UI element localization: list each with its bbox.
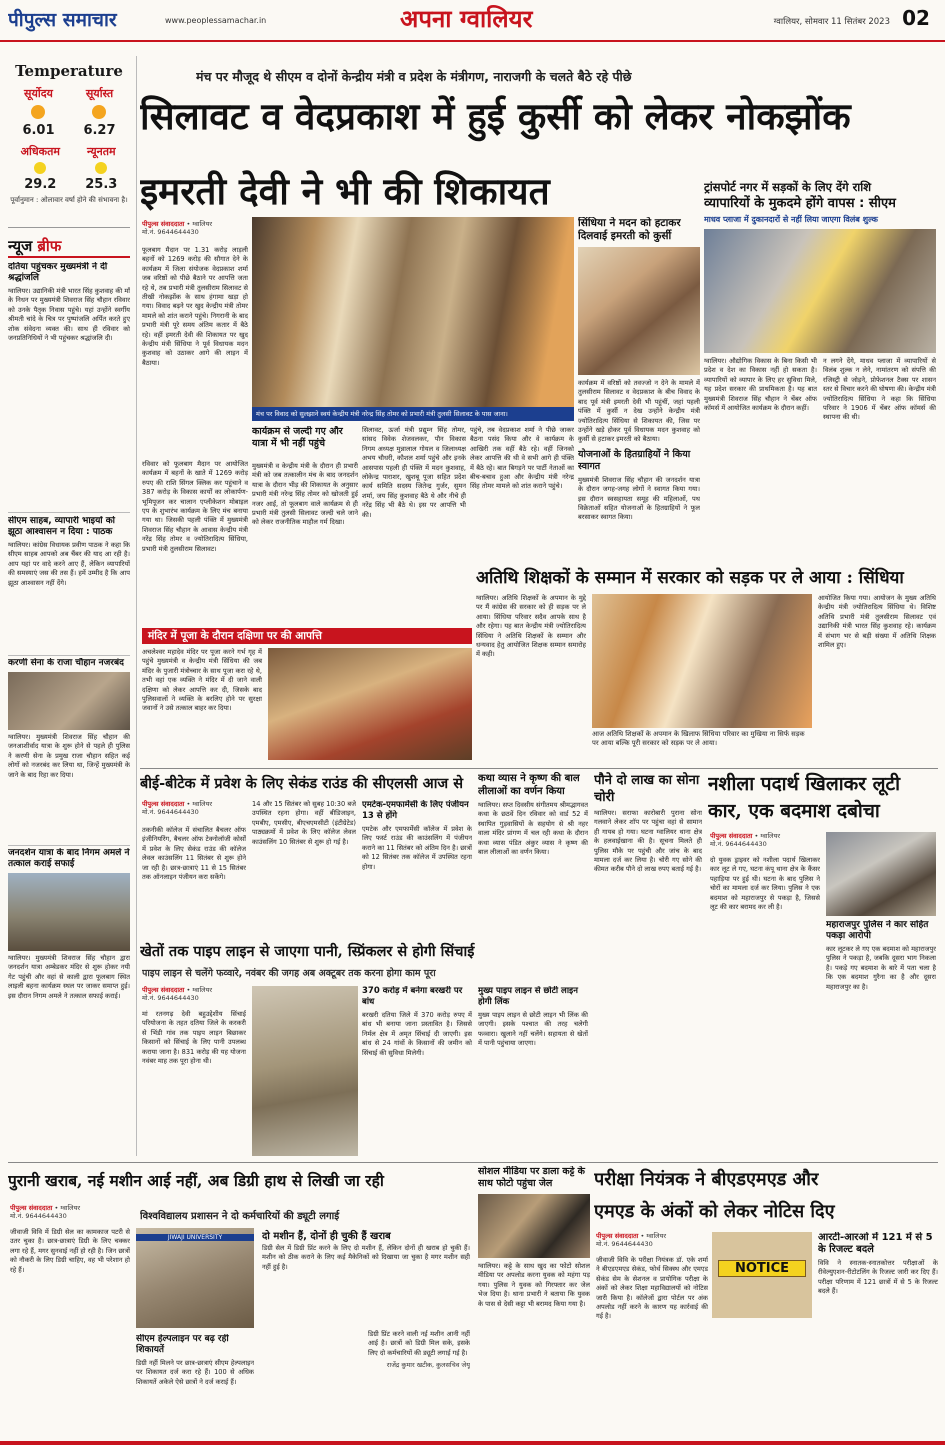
page-number: 02 (902, 6, 930, 30)
water-side-box (362, 986, 472, 1156)
section-title: अपना ग्वालियर (400, 5, 533, 33)
temple-text: अचलेश्वर महादेव मंदिर पर पूजा करने गर्भ गृह में पहुंचे मुख्यमंत्री व केन्द्रीय मंत्री सिंधिया की जब मंदिर के पुजारी मंत्रोच्चार के साथ पूजा करा रहे थे, तभी वहां एक व्यक्ति ने मंदिर में दी जाने वाली दक्षिणा को लेकर आपत्ति कर दी, जिसके बाद पुलिसवालों ने व्यक्ति के बरलिए होने पर सुरक्षा जवानों ने उसे तत्काल बाहर कर दिया। (142, 648, 262, 713)
univ-quote: डिग्री प्रिंट करने वाली नई मशीन आनी नहीं आई है। छात्रों को डिग्री मिल सके, इसके लिए दो कर्मचारियों की ड्यूटी लगाई गई है। (368, 1330, 470, 1357)
brief-item (8, 516, 130, 644)
masthead (0, 0, 945, 42)
brief-item (8, 848, 130, 1158)
social-title: सोशल मीडिया पर डाला कट्टे के साथ फोटो पहुंचा जेल (478, 1166, 585, 1189)
brief-title: सीएम साहब, व्यापारी भाइयों को झूठा आश्वासन न दिया : पाठक (8, 516, 116, 537)
bed-text-2: 14 और 15 सितंबर को सुबह 10:30 बजे उपस्थित रहना होगा। वहीं बीडिजाइन, एमबीए, एमसीए, बीएचएमसीटी (इंटीग्रेटेड) पाठ्यक्रमों में प्रवेश के लिए कॉलेज लेवल काउंसलिंग 10 सितंबर से शुरू हो गई है। (252, 800, 356, 846)
notice-image (712, 1232, 812, 1318)
transport-headline: व्यापारियों के मुकदमे होंगे वापस : सीएम (704, 196, 896, 211)
paper-name: पीपुल्स समाचार (8, 9, 117, 31)
brief-photo (8, 873, 130, 951)
temple-title: मंदिर में पूजा के दौरान दक्षिणा पर की आपत्ति (142, 628, 472, 644)
social-text: ग्वालियर। कट्टे के साथ खुद का फोटो सोशल मीडिया पर अपलोड करना युवक को महंगा पड़ गया। पुलिस ने युवक को गिरफ्तार कर जेल भेज दिया है। थाना प्रभारी ने बताया कि युवक के पास से देसी कट्टा भी बरामद किया गया है। (478, 1262, 590, 1308)
lead-body-3: मुख्यमंत्री व केन्द्रीय मंत्री के दौरान ही प्रभारी मंत्री को जब तत्कालीन मंच के बाद जनदर्शन यात्रा के दौरान भीड़ की शिकायत के अनुसार प्रभारी मंत्री नरेन्द्र सिंह तोमर को खोजती हुई नजर आईं, तो फूलबाग वाले कार्यक्रम से ही प्रभारी मंत्री तुलसी सिलावट जल्दी चले जाने को लेकर राजनीतिक माहौल गर्म दिखा। (252, 462, 358, 527)
gold-title: पौने दो लाख का सोना चोरी (594, 773, 700, 805)
univ-byline: पीपुल्स संवाददाता • ग्वालियर मो.नं. 9644644430 (10, 1204, 81, 1220)
sunset-value: 6.27 (83, 123, 116, 138)
min-temp-value: 25.3 (85, 177, 118, 192)
byline-source: पीपुल्स संवाददाता (142, 986, 185, 994)
lead-subhead: कार्यक्रम से जल्दी गए और यात्रा में भी नहीं पहुंचे (252, 426, 343, 449)
byline-city: ग्वालियर (192, 220, 213, 228)
sunrise-value: 6.01 (22, 123, 55, 138)
divider (8, 1162, 938, 1163)
exam-side-box (818, 1232, 938, 1438)
bed-side-box (362, 800, 472, 936)
univ-cm-title: सीएम हेल्पलाइन पर बढ़ रही शिकायतें (136, 1334, 229, 1355)
byline-mobile: मो.नं. 9644644430 (596, 1240, 653, 1248)
lead-headline-1: सिलावट व वेदप्रकाश में हुई कुर्सी को लेकर नोकझोंक (140, 94, 851, 138)
brief-item (8, 262, 130, 490)
univ-photo-label: JIWAJI UNIVERSITY (136, 1234, 254, 1241)
dateline: ग्वालियर, सोमवार 11 सितंबर 2023 (773, 17, 890, 27)
katha-box (478, 772, 588, 936)
weather-title: Temperature (15, 62, 123, 80)
sunrise-label: सूर्योदय (24, 87, 53, 100)
lead-headline-2: इमरती देवी ने भी की शिकायत (140, 169, 550, 213)
intox-sub: महाराजपुर पुलिस ने कार सहित पकड़ा आरोपी (826, 920, 929, 941)
social-photo (478, 1194, 590, 1258)
byline-city: ग्वालियर (192, 800, 213, 808)
water-side-title: 370 करोड़ में बनेगा बरखरी पर बांध (362, 986, 463, 1007)
brief-photo (8, 672, 130, 730)
lead-byline: पीपुल्स संवाददाता • ग्वालियर मो.नं. 9644644430 (142, 220, 213, 236)
exam-byline: पीपुल्स संवाददाता • ग्वालियर मो.नं. 9644644430 (596, 1232, 667, 1248)
news-brief-title-b: ब्रीफ (37, 237, 62, 255)
lead-photo-caption: मंच पर विवाद को सुलझाने स्वयं केन्द्रीय मंत्री नरेन्द्र सिंह तोमर को प्रभारी मंत्री तुलसी सिलावट के पास जाना। (252, 407, 574, 421)
byline-mobile: मो.नं. 9644644430 (142, 994, 199, 1002)
bed-headline: बीई-बीटेक में प्रवेश के लिए सेकंड राउंड की सीएलसी आज से (140, 775, 464, 792)
lead-photo (252, 217, 574, 407)
divider (8, 845, 130, 846)
imarti-sub-text: मुख्यमंत्री शिवराज सिंह चौहान की जनदर्शन यात्रा के दौरान जगह-जगह लोगों ने स्वागत किया गया। इस दौरान स्वसहायता समूह की महिलाओं, पथ विक्रेताओं सहित योजनाओं के हितग्राहियों ने फूल बरसाकर स्वागत किया। (578, 475, 700, 522)
intox-headline-2: कार, एक बदमाश दबोचा (708, 800, 880, 822)
water-side2-box (478, 986, 588, 1156)
divider (8, 655, 130, 656)
byline-mobile: मो.नं. 9644644430 (142, 228, 199, 236)
byline-source: पीपुल्स संवाददाता (142, 800, 185, 808)
intox-headline-1: नशीला पदार्थ खिलाकर लूटी (708, 773, 900, 795)
transport-sub: माधव प्लाजा में दुकानदारों से नहीं लिया जाएगा विलंब शुल्क (704, 215, 878, 224)
byline-mobile: मो.नं. 9644644430 (10, 1212, 67, 1220)
min-temp-label: न्यूनतम (87, 145, 116, 158)
thermometer-icon (34, 162, 46, 174)
gold-box (594, 772, 702, 1152)
univ-text-2: डिग्री सेल में डिग्री प्रिंट करने के लिए दो मशीन हैं, लेकिन दोनों ही खराब हो चुकी हैं। मशीन को ठीक कराने के लिए कई मैकेनिकों को दिखाया जा चुका है मगर मशीन सही नहीं हुई है। (262, 1244, 470, 1271)
imarti-box (578, 217, 700, 620)
intox-text: दो युवक ड्राइवर को नशीला पदार्थ खिलाकर कार लूट ले गए, घटना कंपू थाना क्षेत्र के कैंसर पहाड़िया पर हुई थी। घटना के बाद पुलिस ने चोरों का मामला दर्ज कर लिया। पुलिस ने एक बदमाश को महाराजपुर से पकड़ा है, जिससे लूट की कार बरामद कर ली है। (710, 856, 820, 912)
imarti-photo (578, 247, 700, 375)
brief-text: ग्वालियर। मुख्यमंत्री शिवराज सिंह चौहान की जनआशीर्वाद यात्रा के शुरू होने से पहले ही पुलिस ने करणी सेना के प्रमुख राजा चौहान सहित कई लोगों को नजरबंद कर लिया था, जिन्हें मुख्यमंत्री के जाने के बाद रिहा कर दिया। (8, 733, 130, 779)
gold-text: ग्वालियर। सराफा कारोबारी पुराना सोना गलवाने लेकर शॉप पर पहुंचा वहां से सामान ही गायब हो गया। घटना ग्वालियर थाना क्षेत्र के हलवाईखाना की है। सूचना मिलते ही पुलिस मौके पर पहुंची और जांच के बाद मामला दर्ज कर लिया है। चोरी गए सोने की कीमत करीब पौने दो लाख रुपए बताई गई है। (594, 809, 702, 874)
univ-headline: पुरानी खराब, नई मशीन आई नहीं, अब डिग्री हाथ से लिखी जा रही (8, 1171, 384, 1190)
weather-box (8, 58, 130, 228)
brief-text: ग्वालियर। उद्यानिकी मंत्री भारत सिंह कुशवाह की माँ के निधन पर मुख्यमंत्री शिवराज सिंह चौहान रविवार को उनके पैतृक निवास पहुंचे। यहां उन्होंने स्वर्गीय श्रीमती चांदे के चित्र पर पुष्पांजलि अर्पित करते हुए शोक संवेदना व्यक्त की। साथ ही रविवार को जनप्रतिनिधियों ने भी पहुंचकर श्रद्धांजलि दी। (8, 287, 130, 343)
intox-byline: पीपुल्स संवाददाता • ग्वालियर मो.नं. 9644644430 (710, 832, 781, 848)
water-side2-text: मुख्य पाइप लाइन से छोटी लाइन भी लिंक की जाएगी। इसके पश्चात की तरह चलेगी फव्वारा। खुलाने नहीं चलेंगे। सहायता से खेतों में पानी पहुंचाया जाएगा। (478, 1011, 588, 1048)
water-byline: पीपुल्स संवाददाता • ग्वालियर मो.नं. 9644644430 (142, 986, 213, 1002)
imarti-text: कार्यक्रम में वरिष्ठों को तवज्जो न देने के मामले में तुलसीराम सिलावट व वेदप्रकाश के बीच विवाद के बाद पूर्व मंत्री इमरती देवी भी पहुंचीं, जहां पहली पंक्ति में कुर्सी न देख उन्होंने केन्द्रीय मंत्री ज्योतिरादित्य सिंधिया से शिकायत की, जिस पर उन्होंने खड़े होकर पूर्व विधायक मदन कुशवाह को कुर्सी से हटाकर इमरती को बैठाया। (578, 379, 700, 444)
exam-text: जीवाजी विवि के परीक्षा नियंत्रक डॉ. एके शर्मा ने बीएडएमएड सेकंड, फोर्थ सिक्स्थ और एमएड सेकंड सेम के सेशनल व प्रायोगिक परीक्षा के अंकों को लेकर शिक्षा महाविद्यालयों को नोटिस जारी किया है। कॉलेजों द्वारा पोर्टल पर अंक अपलोड नहीं करने के कारण यह कार्रवाई की गई है। (596, 1256, 708, 1321)
sun-icon (92, 105, 106, 119)
paper-logo (8, 6, 158, 32)
exam-side-title: आरटी-आरओ में 121 में से 5 के रिजल्ट बदले (818, 1232, 933, 1255)
lead-body-1: फूलबाग मैदान पर 1.31 करोड़ लाड़ली बहनों को 1269 करोड़ की सौगात देने के कार्यक्रम में जिला संयोजक वेदप्रकाश शर्मा जब वरिष्ठों को पीछे बैठाने पर आपत्ति जता रहे थे, तब प्रभारी मंत्री तुलसीराम सिलावट से तीखी नोकझोंक के साथ हंगामा खड़ा हो गया। विवाद बढ़ने पर खुद केन्द्रीय मंत्री तोमर मामले को शांत कराने पहुंचे। निगरानी के बाद प्रभारी मंत्री पूरे समय अंतिम कतार में बैठे रहे। वहीं इमरती देवी की शिकायत पर खुद केन्द्रीय मंत्री सिंधिया ने पूर्व विधायक मदन कुशवाह को उठाकर आगे की लाइन में बैठाया। (142, 246, 248, 367)
byline-mobile: मो.नं. 9644644430 (142, 808, 199, 816)
lead-kicker: मंच पर मौजूद थे सीएम व दोनों केन्द्रीय मंत्री व प्रदेश के मंत्रीगण, नाराजगी के चलते बैठे रहे पीछे (196, 69, 632, 84)
brief-title: दतिया पहुंचकर मुख्यमंत्री ने दी श्रद्धांजलि (8, 262, 108, 283)
katha-text: ग्वालियर। सप्त दिवसीय संगीतमय श्रीमद्भागवत कथा के छठवें दिन रविवार को वार्ड 52 में स्थापित गुड़वासियों के सहयोग से श्री नहर वाला मंदिर प्रांगण में चल रही कथा के दौरान कथा व्यास पंडित अंकुर व्यास ने कृष्ण की बाल लीलाओं का वर्णन किया। (478, 801, 588, 857)
sun-icon (31, 105, 45, 119)
guest-text-2: आयोजित किया गया। आयोजन के मुख्य अतिथि केन्द्रीय मंत्री ज्योतिरादित्य सिंधिया थे। विशिष्ट अतिथि प्रभारी मंत्री तुलसीराम सिलावट एवं उद्यानिकी मंत्री भारत सिंह कुशवाह रहे। कार्यक्रम में संभाग भर से बड़ी संख्या में अतिथि शिक्षक शामिल हुए। (818, 594, 936, 650)
transport-text-2: न लगने देंगे, माधव प्लाजा में व्यापारियों से विलंब शुल्क न लेने, नामांतरण को संपत्ति की रजिस्ट्री से जोड़ने, प्रोफेशनल टैक्स पर शासन स्तर से विचार करने की घोषणा की। केन्द्रीय मंत्री ज्योतिरादित्य सिंधिया ने कहा कि सिंधिया परिवार ने 1906 में चेंबर ऑफ कॉमर्स की स्थापना की थी। (823, 357, 936, 422)
byline-city: ग्वालियर (760, 832, 781, 840)
univ-sub: दो मशीन हैं, दोनों ही चुकी हैं खराब (262, 1231, 391, 1242)
lead-body-2: रविवार को फूलबाग मैदान पर आयोजित कार्यक्रम में बहनों के खाते में 1269 करोड़ रुपए की राशि सिंगल क्लिक कर पहुंचाने व 387 करोड़ के विकास कार्यों का लोकार्पण-भूमिपूजन कर चालान एप्लीकेशन मोबाइल एप के शुभारंभ कार्यक्रम के लिए मंच बनाया गया था। जिसकी पहली पंक्ति में मुख्यमंत्री शिवराज सिंह चौहान के आवास केन्द्रीय मंत्री नरेंद्र सिंह तोमर व ज्योतिरादित्य सिंधिया, प्रभारी मंत्री तुलसीराम सिलावट। (142, 460, 248, 553)
bed-side-title: एमटेक-एमफार्मेसी के लिए पंजीयन 13 से होंगे (362, 800, 469, 821)
social-box (478, 1166, 590, 1440)
notice-word: NOTICE (718, 1260, 806, 1277)
water-photo (252, 986, 358, 1156)
bottom-rule (0, 1441, 945, 1445)
transport-kicker: ट्रांसपोर्ट नगर में सड़कों के लिए देंगे राशि (704, 180, 872, 194)
temple-box (142, 628, 472, 766)
exam-side-text: विवि ने स्नातक-स्नातकोत्तर परीक्षाओं के रीवेल्युएशन-रीटोटलिंग के रिजल्ट जारी कर दिए हैं। परीक्षा परिणाम में 121 छात्रों में से 5 के रिजल्ट बदले हैं। (818, 1259, 938, 1296)
brief-title: करणी सेना के राजा चौहान नजरबंद (8, 658, 124, 668)
water-side-text: बरखरी दतिया जिले में 370 करोड़ रुपए में बांध भी बनाया जाना प्रस्तावित है। जिससे निर्मल क्षेत्र में अमृत सिंचाई दी जाएगी। इस बांध से 24 गांवों के किसानों की जमीन को सिंचाई की सुविधा मिलेगी। (362, 1011, 472, 1057)
column-divider (136, 56, 137, 1156)
intox-photo (826, 832, 936, 916)
bed-byline: पीपुल्स संवाददाता • ग्वालियर मो.नं. 9644644430 (142, 800, 213, 816)
news-brief-title-a: न्यूज (8, 237, 33, 255)
byline-city: ग्वालियर (60, 1204, 81, 1212)
univ-cm-text: डिग्री नहीं मिलने पर छात्र-छात्राएं सीएम हेल्पलाइन पर शिकायत दर्ज करा रहे हैं। 100 से अधिक शिकायतें अकेले ऐसे छात्रों ने दर्ज कराई हैं। (136, 1359, 254, 1386)
byline-source: पीपुल्स संवाददाता (142, 220, 185, 228)
imarti-sub: योजनाओं के हितग्राहियों ने किया स्वागत (578, 448, 691, 472)
katha-title: कथा व्यास ने कृष्ण की बाल लीलाओं का वर्णन किया (478, 773, 580, 797)
brief-text: ग्वालियर। मुख्यमंत्री शिवराज सिंह चौहान द्वारा जनदर्शन यात्रा अम्बेडकर मंदिर से शुरू होकर नयी गेट पहुंची और वहां से काली द्वारा फूलबाग स्थित लाइली बहना कार्यक्रम स्थल पर जाकर समाप्त हुई। इस दौरान निगम अमले ने तत्काल सफाई कराई। (8, 954, 130, 1000)
guest-headline: अतिथि शिक्षकों के सम्मान में सरकार को सड़क पर ले आया : सिंधिया (476, 568, 904, 588)
water-sub: पाइप लाइन से चलेंगे फव्वारे, नवंबर की जगह अब अक्टूबर तक करना होगा काम पूरा (142, 968, 436, 979)
divider (8, 512, 130, 513)
lead-body-4: सिलावट, ऊर्जा मंत्री प्रद्युम्न सिंह तोमर, सांसद विवेक शेजवलकर, पौन विकास निगम अध्यक्ष मुन्नालाल गोयल व जिलाध्यक्ष अभय चौधरी, कौशल शर्मा पहुंचे और इनके आसपास पहली ही पंक्ति में मदन कुशवाह, लोकेन्द्र पाराशर, खुशबू पूजा सहित प्रदेश कार्य समिति सदस्य जितेन्द्र गुर्जर, सुमन शर्मा, जय सिंह कुशवाह बैठे थे और नीचे ही नरेंद्र सिंह भी बैठे थे। इस पर आपत्ति भी की। (362, 426, 466, 519)
imarti-title: सिंधिया ने मदन को हटाकर दिलवाई इमरती को कुर्सी (578, 217, 681, 242)
byline-source: पीपुल्स संवाददाता (596, 1232, 639, 1240)
byline-source: पीपुल्स संवाददाता (10, 1204, 53, 1212)
univ-photo (136, 1228, 254, 1328)
byline-city: ग्वालियर (192, 986, 213, 994)
univ-quote-box (368, 1330, 470, 1438)
brief-title: जनदर्शन यात्रा के बाद निगम अमले ने तत्काल कराई सफाई (8, 848, 130, 869)
transport-text-1: ग्वालियर। औद्योगिक विकास के बिना किसी भी प्रदेश व देश का विकास नहीं हो सकता है। व्यापारियों को व्यापार के लिए हर सुविधा मिले, यह प्रदेश सरकार की प्राथमिकता है। यह बात मुख्यमंत्री शिवराज सिंह चौहान ने चेंबर ऑफ कॉमर्स में आयोजित कार्यक्रम के दौरान कहीं। (704, 357, 817, 413)
univ-cm-box (136, 1334, 254, 1438)
bed-text: तकनीकी कॉलेज में संचालित बैचलर ऑफ इंजीनियरिंग, बैचलर ऑफ टेक्नोलॉजी कोर्सों में प्रवेश के लिए सेकंड राउंड की कॉलेज लेवल काउंसलिंग 11 सितंबर से शुरू होने जा रही है। छात्र-छात्राएं 11 से 15 सितंबर तक ऑनलाइन पंजीयन करा सकेंगे। (142, 826, 246, 882)
exam-headline-1: परीक्षा नियंत्रक ने बीएडएमएड और (594, 1169, 819, 1190)
forecast-text: पूर्वानुमान : ओलावार वर्षा होने की संभावना है। (10, 196, 128, 204)
guest-text-1: ग्वालियर। अतिथि शिक्षकों के अपमान के मुद्दे पर मैं कांग्रेस की सरकार को ही सड़क पर ले आया। सिंधिया परिवार सदैव आपके साथ है और रहेगा। यह बात केन्द्रीय मंत्री ज्योतिरादित्य सिंधिया ने अतिथि शिक्षकों के सम्मान और धन्यवाद हेतु आयोजित शिक्षक सम्मान समारोह में कही। (476, 594, 586, 659)
brief-item (8, 658, 130, 836)
temple-photo (268, 648, 472, 760)
guest-photo (592, 594, 812, 728)
brief-text: ग्वालियर। कांग्रेस विधायक प्रवीण पाठक ने कहा कि सीएम साहब आपको अब चैंबर की याद आ रही है। आप यहां पर वादे करने आए हैं, लेकिन व्यापारियों की समस्याएं जस की तस हैं। हमें उम्मीद है कि आप झूठा आश्वासन नहीं देंगे। (8, 541, 130, 587)
thermometer-icon (95, 162, 107, 174)
intox-sub-box (826, 920, 936, 1156)
byline-source: पीपुल्स संवाददाता (710, 832, 753, 840)
bed-side-text: एमटेक और एमफार्मेसी कॉलेज में प्रवेश के लिए फर्स्ट राउंड की काउंसलिंग में पंजीयन कराने का 11 सितंबर को अंतिम दिन है। छात्रों को 12 सितंबर तक कॉलेज में उपस्थित रहना होगा। (362, 825, 472, 871)
intox-sub-text: कार लूटकर ले गए एक बदमाश को महाराजपुर पुलिस ने पकड़ा है, जबकि दूसरा भाग निकला है। पकड़े गए बदमाश के बारे में पता चला है कि एक बदमाश गुरैना का है और दूसरा महाराजपुर का है। (826, 945, 936, 991)
max-temp-value: 29.2 (24, 177, 57, 192)
sunset-label: सूर्यास्त (85, 87, 114, 100)
exam-headline-2: एमएड के अंकों को लेकर नोटिस दिए (594, 1201, 835, 1222)
water-text: मां रतनगढ़ देवी बहुउद्देशीय सिंचाई परियोजना के तहत दतिया जिले के करकरी से भिंडी गांव तक पाइप लाइन बिछाकर किसानों को सिंचाई के लिए पानी उपलब्ध कराया जाना है। 831 करोड़ की यह योजना नवंबर माह तक पूरा होना थी। (142, 1010, 246, 1066)
divider (140, 768, 938, 769)
website-url[interactable]: www.peoplessamachar.in (165, 16, 267, 25)
max-temp-label: अधिकतम (20, 145, 60, 158)
univ-text-1: जीवाजी विवि में डिग्री सेल का कामकाज पटरी से उतर चुका है। छात्र-छात्राएं डिग्री के लिए चक्कर लगा रहे हैं, मगर सुनवाई नहीं हो रही है। जिन छात्रों को नौकरी के लिए डिग्री चाहिए, वह भी परेशान हो रहे हैं। (10, 1228, 130, 1274)
univ-kicker: विश्वविद्यालय प्रशासन ने दो कर्मचारियों की ड्यूटी लगाई (140, 1211, 340, 1222)
byline-mobile: मो.नं. 9644644430 (710, 840, 767, 848)
byline-city: ग्वालियर (646, 1232, 667, 1240)
water-headline: खेतों तक पाइप लाइन से जाएगा पानी, स्प्रिंकलर से होगी सिंचाई (140, 943, 475, 960)
transport-photo (704, 229, 936, 353)
news-brief-header (8, 236, 130, 258)
univ-quote-by: राजेंद्र कुमार खटीक, कुलसचिव जेयू (386, 1361, 470, 1370)
lead-body-5: पहुंचे, तब वेदप्रकाश शर्मा ने पीछे जाकर बैठना पसंद किया और वे कार्यक्रम के आखिरी तक वहीं बैठे रहे। वहीं जिनको लेकर आपत्ति की थी वे सभी आगे ही पंक्ति में बैठे रहे। बात बिगड़ने पर पार्टी नेताओं का बीच-बचाव हुआ और केन्द्रीय मंत्री नरेन्द्र सिंह तोमर मामले को शांत कराने पहुंचे। (470, 426, 574, 491)
guest-caption: आज अतिथि शिक्षकों के अपमान के खिलाफ सिंधिया परिवार का मुखिया ना सिर्फ सड़क पर आया बल्कि पूरी सरकार को सड़क पर ले आया। (592, 730, 805, 748)
water-side2-title: मुख्य पाइप लाइन से छोटी लाइन होगी लिंक (478, 986, 578, 1007)
transport-box (704, 180, 936, 580)
